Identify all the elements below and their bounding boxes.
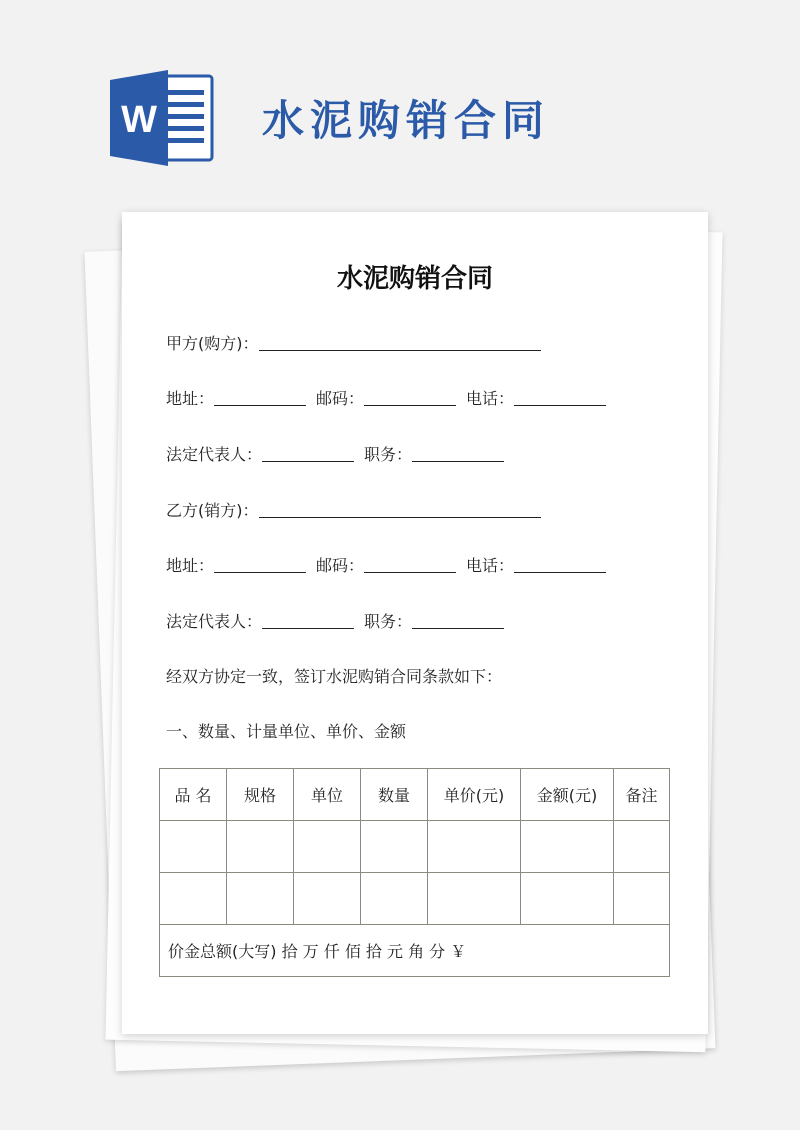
table-cell[interactable]: [521, 821, 614, 873]
party-a-rep-field[interactable]: [262, 443, 354, 462]
document-title: 水泥购销合同: [336, 264, 493, 294]
agreement-text: 经双方协定一致，签订水泥购销合同条款如下：: [166, 667, 503, 686]
party-b-contact-line: [166, 554, 606, 578]
table-cell[interactable]: [361, 873, 428, 925]
table-cell[interactable]: [227, 873, 294, 925]
table-cell[interactable]: [361, 821, 428, 873]
table-cell[interactable]: [294, 821, 361, 873]
party-a-rep-line: [166, 443, 504, 467]
party-a-phone-field[interactable]: [514, 387, 606, 406]
header-remarks: 备注: [614, 769, 670, 821]
table-row: [160, 821, 670, 873]
party-b-phone-label: 电话：: [466, 556, 515, 575]
header-unit: 单位: [294, 769, 361, 821]
party-a-postcode-label: 邮码：: [316, 389, 365, 408]
party-a-field[interactable]: [259, 332, 541, 351]
party-a-address-label: 地址：: [166, 389, 215, 408]
banner-title: 水泥购销合同: [262, 96, 551, 145]
table-cell[interactable]: [614, 873, 670, 925]
party-a-rep-label: 法定代表人：: [166, 445, 263, 464]
party-b-address-field[interactable]: [214, 554, 306, 573]
party-a-address-field[interactable]: [214, 387, 306, 406]
table-total-row: [160, 925, 670, 977]
party-b-field[interactable]: [259, 499, 541, 518]
header-unit-price: 单价(元): [428, 769, 521, 821]
party-b-postcode-field[interactable]: [364, 554, 456, 573]
table-row: [160, 873, 670, 925]
table-header-row: [160, 769, 670, 821]
table-cell[interactable]: [160, 821, 227, 873]
price-table: [159, 768, 670, 977]
party-a-contact-line: [166, 387, 606, 411]
total-amount-cell[interactable]: 价金总额(大写) 拾 万 仟 佰 拾 元 角 分 ￥: [160, 925, 670, 977]
table-cell[interactable]: [521, 873, 614, 925]
party-b-position-field[interactable]: [412, 610, 504, 629]
table-cell[interactable]: [428, 873, 521, 925]
table-cell[interactable]: [294, 873, 361, 925]
word-document-icon: [110, 68, 214, 168]
word-icon-letter: W: [121, 99, 157, 141]
header-quantity: 数量: [361, 769, 428, 821]
party-b-label: 乙方(销方)：: [166, 501, 259, 520]
party-b-address-label: 地址：: [166, 556, 215, 575]
table-cell[interactable]: [614, 821, 670, 873]
party-b-postcode-label: 邮码：: [316, 556, 365, 575]
header-spec: 规格: [227, 769, 294, 821]
party-b-rep-field[interactable]: [262, 610, 354, 629]
party-a-position-label: 职务：: [364, 445, 413, 464]
table-cell[interactable]: [227, 821, 294, 873]
party-a-phone-label: 电话：: [466, 389, 515, 408]
section-1-heading: 一、数量、计量单位、单价、金额: [166, 722, 407, 741]
party-b-rep-label: 法定代表人：: [166, 612, 263, 631]
party-b-phone-field[interactable]: [514, 554, 606, 573]
party-a-postcode-field[interactable]: [364, 387, 456, 406]
party-b-line: [166, 499, 541, 523]
table-cell[interactable]: [160, 873, 227, 925]
header-product-name: 品 名: [160, 769, 227, 821]
header-amount: 金额(元): [521, 769, 614, 821]
party-b-position-label: 职务：: [364, 612, 413, 631]
party-a-label: 甲方(购方)：: [166, 334, 259, 353]
party-a-position-field[interactable]: [412, 443, 504, 462]
table-cell[interactable]: [428, 821, 521, 873]
banner: [0, 0, 800, 200]
party-b-rep-line: [166, 610, 504, 634]
contract-page: [122, 212, 708, 1034]
party-a-line: [166, 332, 541, 356]
